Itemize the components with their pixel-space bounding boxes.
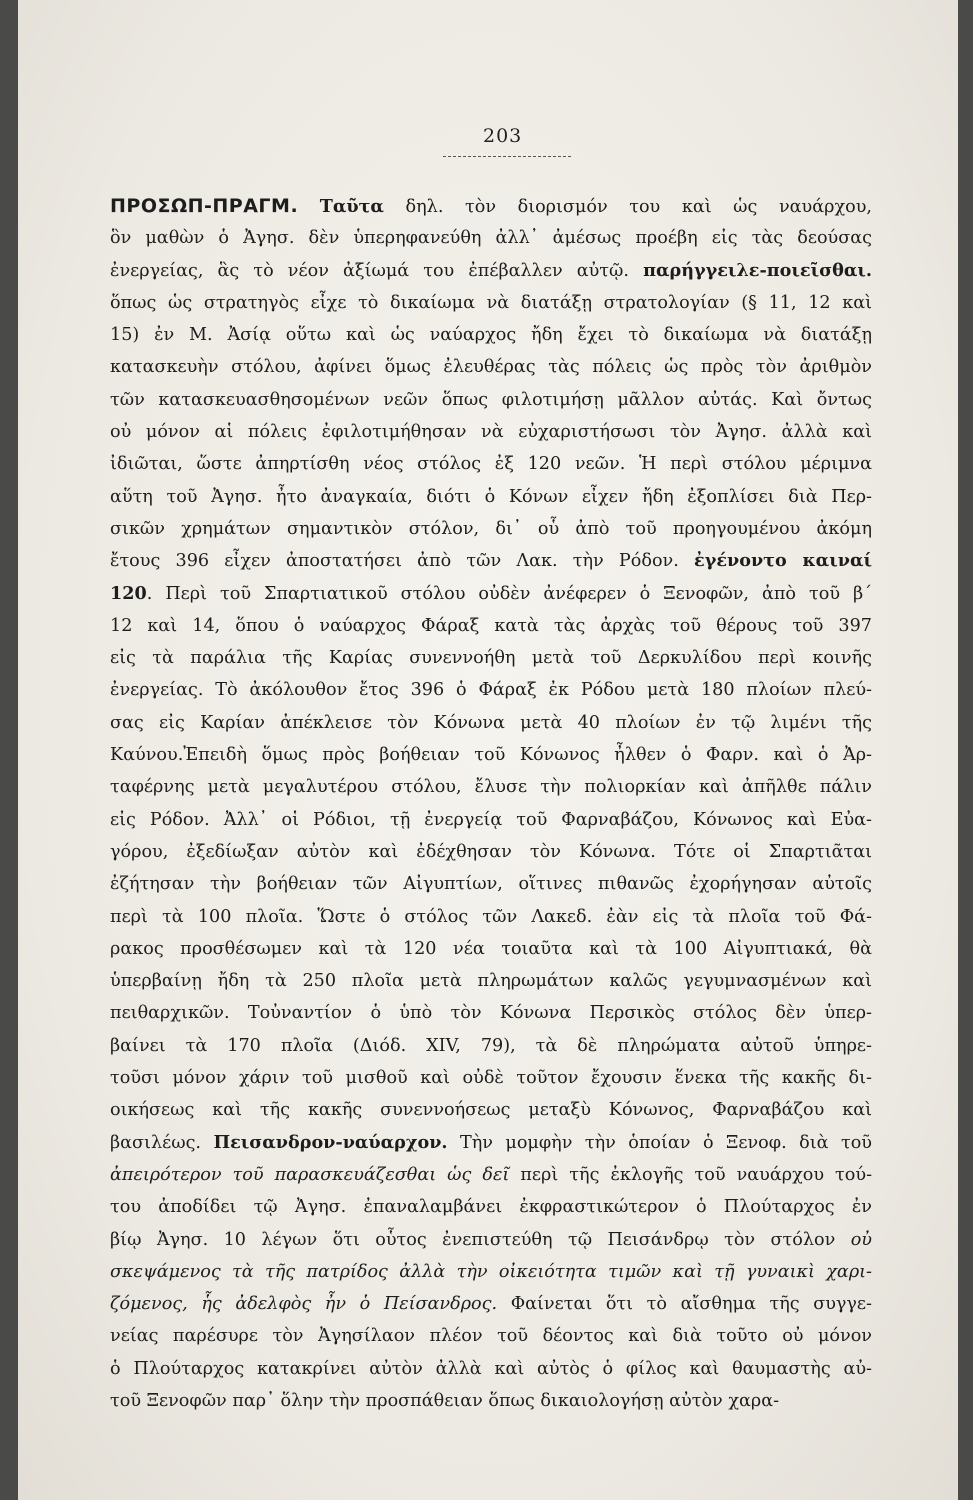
text-line — [110, 965, 872, 997]
text-segment: νείας παρέσυρε τὸν Ἀγησίλαον πλέον τοῦ δέοντος καὶ διὰ τοῦτο οὐ μόνον — [110, 1326, 872, 1347]
text-segment: ἰδιῶται, ὥστε ἀπηρτίσθη νέος στόλος ἐξ 120 νεῶν. Ἡ περὶ στόλου μέριμνα — [110, 454, 872, 475]
text-line — [110, 1191, 872, 1223]
text-segment: σικῶν χρημάτων σημαντικὸν στόλον, δι᾽ οὗ ἀπὸ τοῦ προηγουμένου ἀκόμη — [110, 518, 872, 539]
text-line — [110, 255, 872, 287]
text-segment: ὁ Πλούταρχος κατακρίνει αὐτὸν ἀλλὰ καὶ αὐτὸς ὁ φίλος καὶ θαυμαστὴς αὐ- — [110, 1358, 872, 1379]
text-line — [110, 1256, 872, 1288]
text-line — [110, 384, 872, 416]
text-segment: 15) ἐν Μ. Ἀσίᾳ οὕτω καὶ ὡς ναύαρχος ἤδη ἔχει τὸ δικαίωμα νὰ διατάξῃ — [110, 325, 872, 346]
text-segment: Καύνου.Ἐπειδὴ ὅμως πρὸς βοήθειαν τοῦ Κόνωνος ἦλθεν ὁ Φαρν. καὶ ὁ Ἀρ- — [110, 745, 872, 766]
text-segment: εἰς Ρόδον. Ἀλλ᾽ οἱ Ρόδιοι, τῇ ἐνεργείᾳ τοῦ Φαρναβάζου, Κόνωνος καὶ Εὐα- — [110, 809, 872, 830]
text-line — [110, 1353, 872, 1385]
text-segment: οικήσεως καὶ τῆς κακῆς συνεννοήσεως μεταξὺ Κόνωνος, Φαρναβάζου καὶ — [110, 1100, 872, 1121]
page-number-rule — [443, 156, 571, 157]
text-line — [110, 707, 872, 739]
text-segment: εἰς τὰ παράλια τῆς Καρίας συνεννοήθη μετὰ τοῦ Δερκυλίδου περὶ κοινῆς — [110, 648, 872, 669]
text-segment — [298, 197, 320, 217]
italic-quote: ἀπειρότερον τοῦ παρασκευάζεσθαι ὡς δεῖ — [110, 1164, 510, 1185]
bold-phrase: Πεισανδρον-ναύαρχον. — [213, 1131, 448, 1153]
text-segment: αὕτη τοῦ Ἀγησ. ἦτο ἀναγκαία, διότι ὁ Κόνων εἶχεν ἤδη ἐξοπλίσει διὰ Περ- — [110, 486, 872, 507]
text-line — [110, 997, 872, 1029]
text-line — [110, 1159, 872, 1191]
text-segment: ἐνεργείας, ἃς τὸ νέον ἀξίωμά του ἐπέβαλλεν αὐτῷ. — [110, 260, 644, 281]
bold-phrase: ἐγένοντο καιναί — [694, 550, 872, 572]
text-segment: ὃν μαθὼν ὁ Ἀγησ. δὲν ὑπερηφανεύθη ἀλλ᾽ ἀμέσως προέβη εἰς τὰς δεούσας — [110, 228, 872, 249]
text-line — [110, 1062, 872, 1094]
text-segment: περὶ τὰ 100 πλοῖα. Ὥστε ὁ στόλος τῶν Λακεδ. ἐὰν εἰς τὰ πλοῖα τοῦ Φά- — [110, 906, 872, 927]
bold-phrase: 120 — [110, 582, 147, 604]
text-line — [110, 1288, 872, 1320]
text-segment: ὅπως ὡς στρατηγὸς εἶχε τὸ δικαίωμα νὰ διατάξῃ στρατολογίαν (§ 11, 12 καὶ — [110, 292, 872, 313]
text-segment: ρακος προσθέσωμεν καὶ τὰ 120 νέα τοιαῦτα καὶ τὰ 100 Αἰγυπτιακά, θὰ — [110, 938, 872, 959]
text-segment: Τὴν μομφὴν τὴν ὁποίαν ὁ Ξενοφ. διὰ τοῦ — [447, 1132, 872, 1153]
text-segment: βίῳ Ἀγησ. 10 λέγων ὅτι οὗτος ἐνεπιστεύθη τῷ Πεισάνδρῳ τὸν στόλον — [110, 1229, 851, 1250]
text-segment: πειθαρχικῶν. Τοὐναντίον ὁ ὑπὸ τὸν Κόνωνα Περσικὸς στόλος δὲν ὑπερ- — [110, 1003, 872, 1024]
text-segment: τοῦσι μόνον χάριν τοῦ μισθοῦ καὶ οὐδὲ τοῦτον ἔχουσιν ἕνεκα τῆς κακῆς δι- — [110, 1068, 872, 1089]
italic-quote: ζόμενος, ἧς ἀδελφὸς ἦν ὁ Πείσανδρος. — [110, 1294, 498, 1315]
text-segment: ἔτους 396 εἶχεν ἀποστατήσει ἀπὸ τῶν Λακ. τὴν Ρόδον. — [110, 551, 695, 572]
text-segment: κατασκευὴν στόλου, ἀφίνει ὅμως ἐλευθέρας τὰς πόλεις ὡς πρὸς τὸν ἀριθμὸν — [110, 357, 872, 378]
text-segment: ὑπερβαίνῃ ἤδη τὰ 250 πλοῖα μετὰ πληρωμάτων καλῶς γεγυμνασμένων καὶ — [110, 971, 872, 992]
body-text — [110, 190, 872, 1417]
text-segment: βασιλέως. — [110, 1132, 214, 1153]
text-segment: γόρου, ἐξεδίωξαν αὐτὸν καὶ ἐδέχθησαν τὸν Κόνωνα. Τότε οἱ Σπαρτιᾶται — [110, 841, 872, 862]
text-line — [110, 513, 872, 545]
text-line — [110, 222, 872, 254]
text-segment: ταφέρνης μετὰ μεγαλυτέρου στόλου, ἔλυσε τὴν πολιορκίαν καὶ ἀπῆλθε πάλιν — [110, 777, 872, 798]
text-line — [110, 868, 872, 900]
italic-quote: οὐ — [850, 1229, 872, 1250]
text-line — [110, 1030, 872, 1062]
text-line — [110, 674, 872, 706]
text-line — [110, 481, 872, 513]
text-line — [110, 351, 872, 383]
text-segment: περὶ τῆς ἐκλογῆς τοῦ ναυάρχου τού- — [509, 1164, 872, 1185]
text-line — [110, 319, 872, 351]
text-line — [110, 287, 872, 319]
text-line — [110, 448, 872, 480]
text-line — [110, 739, 872, 771]
text-segment: οὐ μόνον αἱ πόλεις ἐφιλοτιμήθησαν νὰ εὐχαριστήσωσι τὸν Ἀγησ. ἀλλὰ καὶ — [110, 422, 872, 443]
text-line — [110, 1224, 872, 1256]
text-line — [110, 190, 872, 222]
text-line — [110, 545, 872, 577]
text-line — [110, 1320, 872, 1352]
text-line — [110, 1127, 872, 1159]
text-line — [110, 1385, 872, 1417]
section-heading: ΠΡΟΣΩΠ-ΠΡΑΓΜ. — [110, 195, 299, 217]
page-number: 203 — [483, 125, 523, 147]
text-line — [110, 1094, 872, 1126]
text-line — [110, 642, 872, 674]
text-segment: σας εἰς Καρίαν ἀπέκλεισε τὸν Κόνωνα μετὰ 40 πλοίων ἐν τῷ λιμένι τῆς — [110, 712, 872, 733]
text-line — [110, 416, 872, 448]
text-segment: τοῦ Ξενοφῶν παρ᾽ ὅλην τὴν προσπάθειαν ὅπως δικαιολογήσῃ αὐτὸν χαρα- — [110, 1390, 780, 1411]
bold-phrase: Ταῦτα — [319, 196, 384, 217]
text-line — [110, 901, 872, 933]
text-segment: Φαίνεται ὅτι τὸ αἴσθημα τῆς συγγε- — [497, 1294, 872, 1315]
text-line — [110, 804, 872, 836]
text-segment: 12 καὶ 14, ὅπου ὁ ναύαρχος Φάραξ κατὰ τὰς ἀρχὰς τοῦ θέρους τοῦ 397 — [110, 615, 872, 636]
text-segment: ἐνεργείας. Τὸ ἀκόλουθον ἔτος 396 ὁ Φάραξ ἐκ Ρόδου μετὰ 180 πλοίων πλεύ- — [110, 680, 872, 701]
bold-phrase: παρήγγειλε-ποιεῖσθαι. — [643, 259, 872, 281]
text-segment: τῶν κατασκευασθησομένων νεῶν ὅπως φιλοτιμήσῃ μᾶλλον αὐτάς. Καὶ ὄντως — [110, 389, 872, 410]
text-segment: βαίνει τὰ 170 πλοῖα (Διόδ. XIV, 79), τὰ δὲ πληρώματα αὐτοῦ ὑπηρε- — [110, 1035, 872, 1056]
text-segment: ἐζήτησαν τὴν βοήθειαν τῶν Αἰγυπτίων, οἵτινες πιθανῶς ἐχορήγησαν αὐτοῖς — [110, 874, 872, 895]
text-line — [110, 578, 872, 610]
text-segment: . Περὶ τοῦ Σπαρτιατικοῦ στόλου οὐδὲν ἀνέφερεν ὁ Ξενοφῶν, ἀπὸ τοῦ β´ — [146, 583, 872, 604]
text-segment: του ἀποδίδει τῷ Ἀγησ. ἐπαναλαμβάνει ἐκφραστικώτερον ὁ Πλούταρχος ἐν — [110, 1197, 872, 1218]
italic-quote: σκεψάμενος τὰ τῆς πατρίδος ἀλλὰ τὴν οἰκειότητα τιμῶν καὶ τῇ γυναικὶ χαρι- — [110, 1261, 872, 1282]
book-page — [18, 0, 958, 1500]
text-line — [110, 933, 872, 965]
text-segment: δηλ. τὸν διορισμόν του καὶ ὡς ναυάρχου, — [383, 197, 872, 217]
text-line — [110, 771, 872, 803]
text-line — [110, 836, 872, 868]
text-line — [110, 610, 872, 642]
